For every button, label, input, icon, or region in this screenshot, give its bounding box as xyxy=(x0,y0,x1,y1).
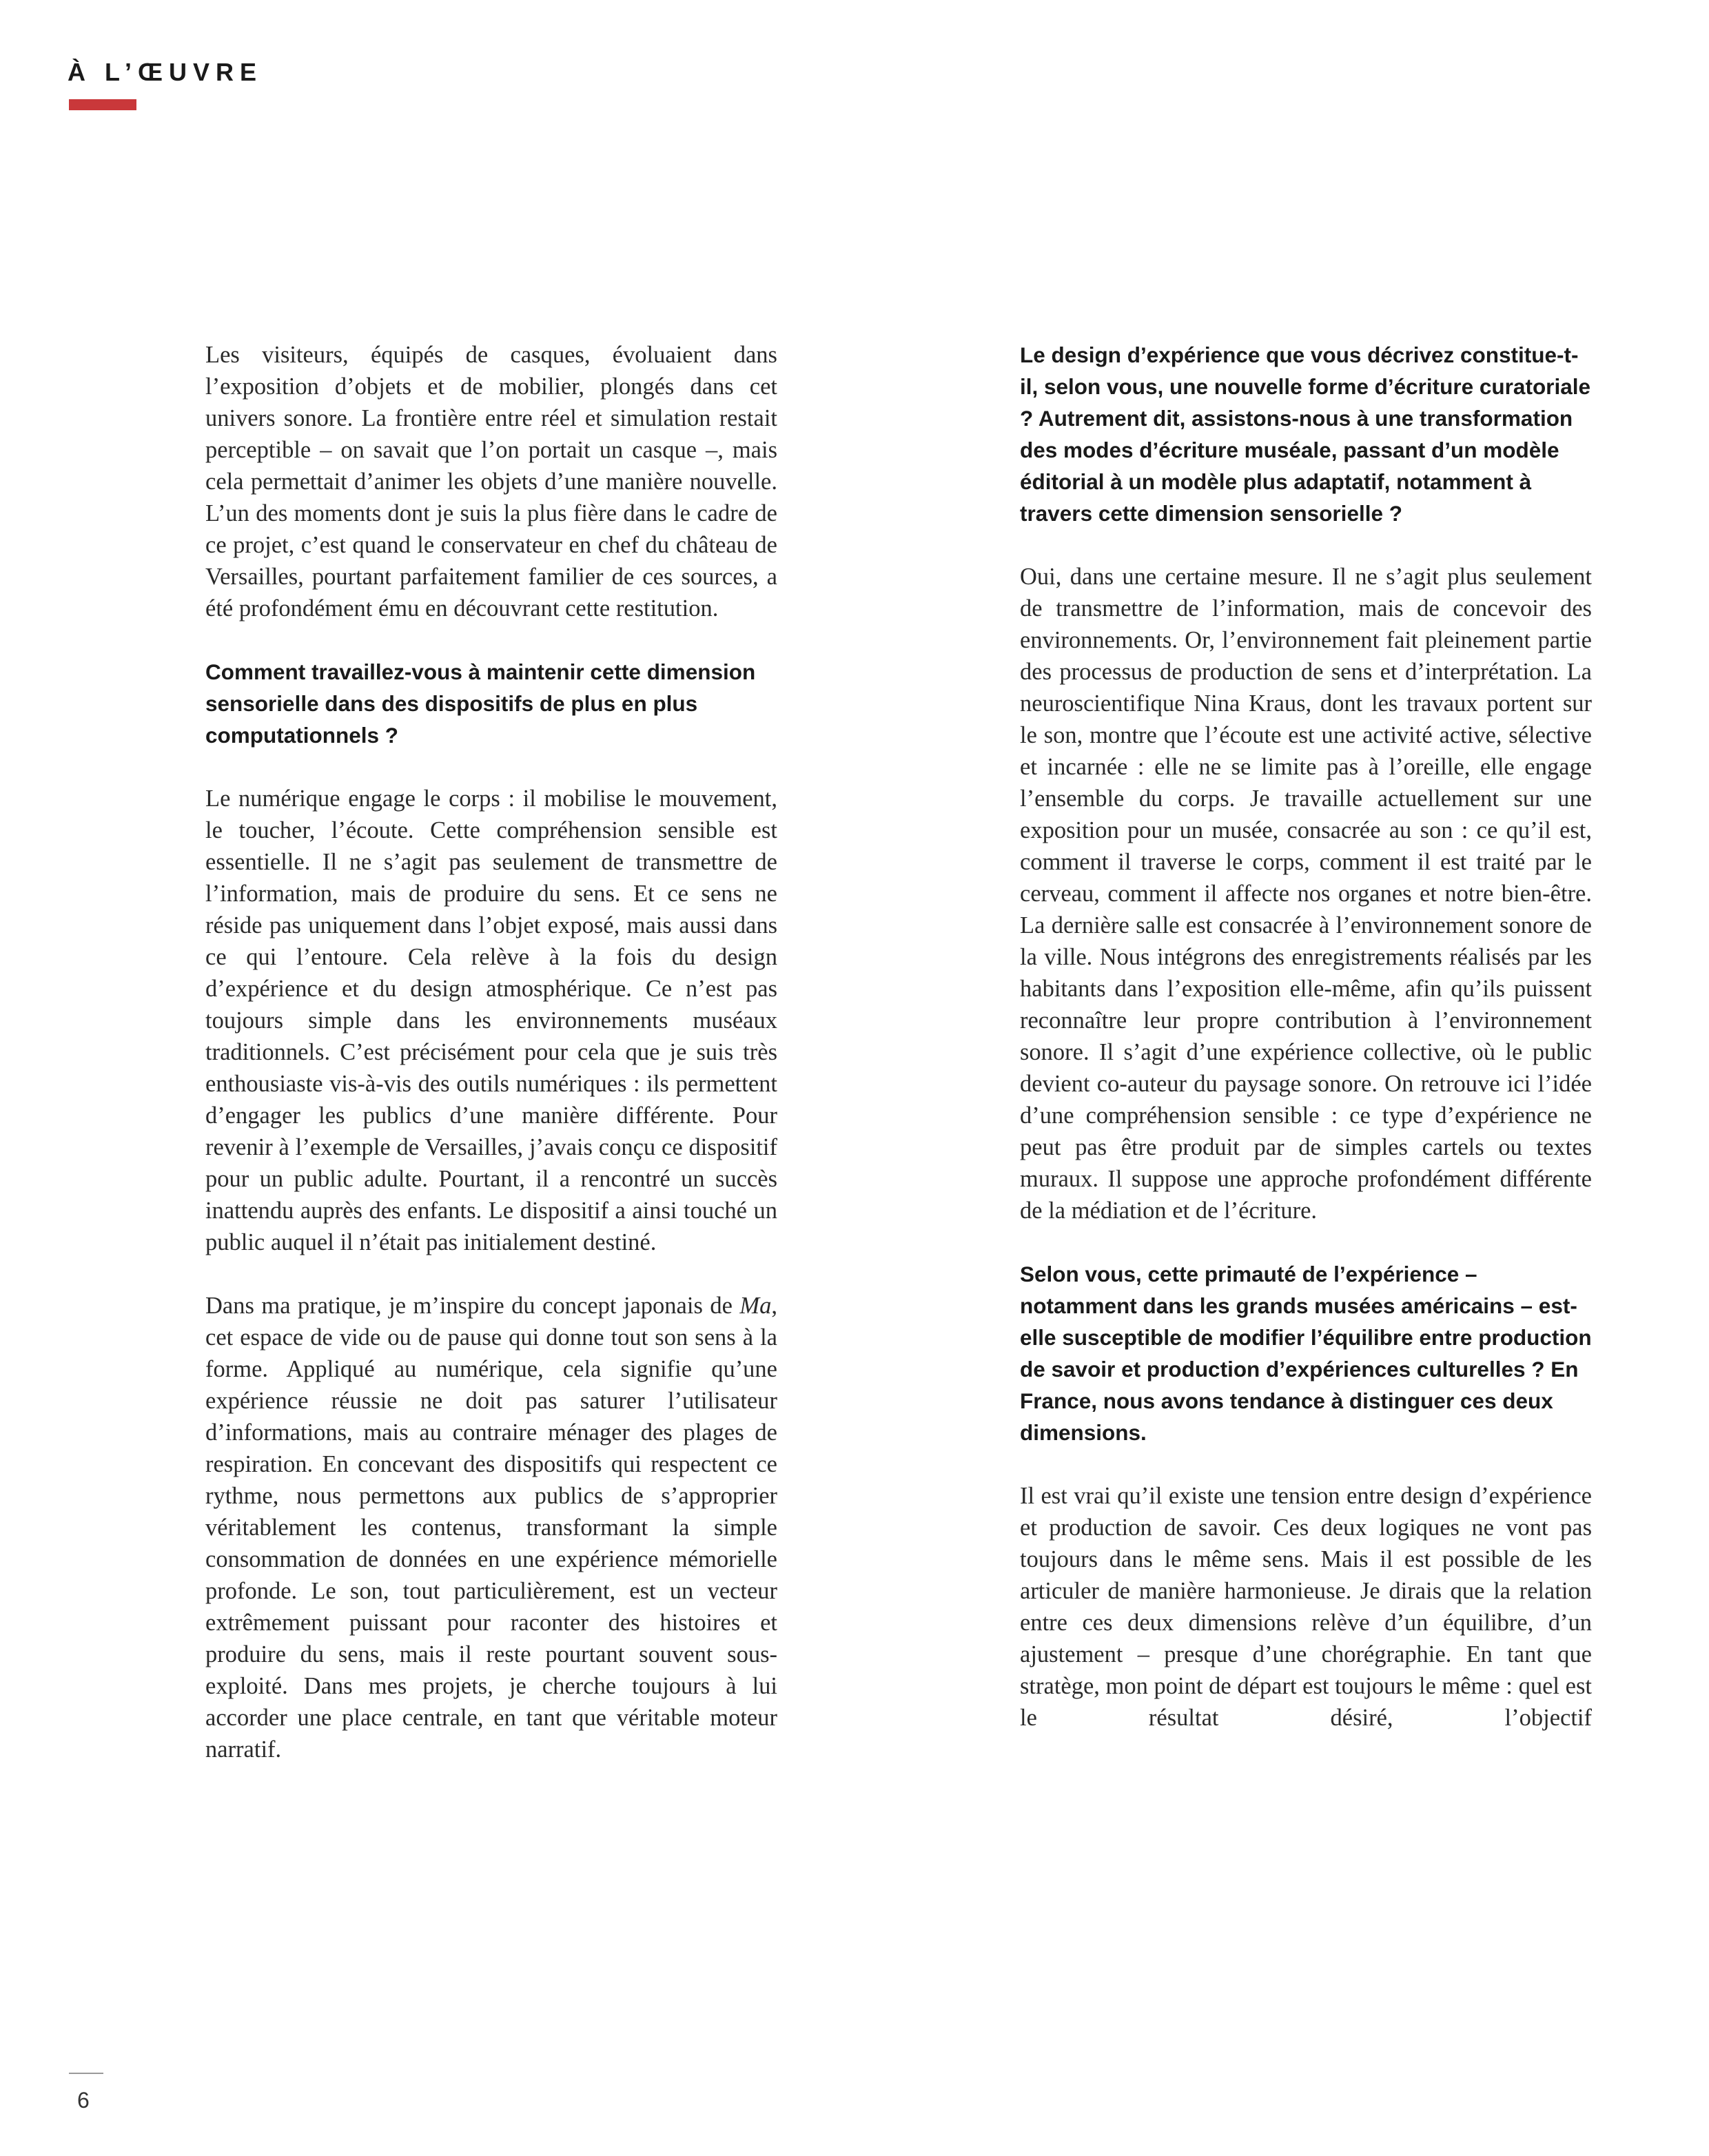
right-paragraph-1: Oui, dans une certaine mesure. Il ne s’agit plus seulement de transmettre de l’information, mais de concevoir des environnements. Or, l’environnement fait pleinement partie des processus de production de sens et d’interprétation. La neuroscientifique Nina Kraus, dont les travaux portent sur le son, montre que l’écoute est une activité active, sélective et incarnée : elle ne se limite pas à l’oreille, elle engage l’ensemble du corps. Je travaille actuellement sur une exposition pour un musée, consacrée au son : ce qu’il est, comment il traverse le corps, comment il est traité par le cerveau, comment il affecte nos organes et notre bien-être. La dernière salle est consacrée à l’environnement sonore de la ville. Nous intégrons des enregistrements réalisés par les habitants dans l’exposition elle-même, afin qu’ils puissent reconnaître leur propre contribution à l’environnement sonore. Il s’agit d’une expérience collective, où le public devient co-auteur du paysage sonore. On retrouve ici l’idée d’une compréhension sensible : ce type d’expérience ne peut pas être produit par de simples cartels ou textes muraux. Il suppose une approche profondément différente de la médiation et de l’écriture. xyxy=(1020,564,1592,1224)
right-question-2: Selon vous, cette primauté de l’expérience – notamment dans les grands musées américains – est-elle susceptible de modifier l’équilibre entre production de savoir et production d’expériences culturelles ? En France, nous avons tendance à distinguer ces deux dimensions. xyxy=(1020,1262,1592,1445)
right-column xyxy=(1020,339,1592,1734)
left-paragraph-3 xyxy=(205,1290,777,1765)
left-paragraph-3-start: Dans ma pratique, je m’inspire du concept japonais de xyxy=(205,1293,740,1319)
left-paragraph-2: Le numérique engage le corps : il mobilise le mouvement, le toucher, l’écoute. Cette compréhension sensible est essentielle. Il ne s’agit pas seulement de transmettre de l’information, mais de produire du sens. Et ce sens ne réside pas uniquement dans l’objet exposé, mais aussi dans ce qui l’entoure. Cela relève à la fois du design d’expérience et du design atmosphérique. Ce n’est pas toujours simple dans les environnements muséaux traditionnels. C’est précisément pour cela que je suis très enthousiaste vis-à-vis des outils numériques : ils permettent d’engager les publics d’une manière différente. Pour revenir à l’exemple de Versailles, j’avais conçu ce dispositif pour un public adulte. Pourtant, il a rencontré un succès inattendu auprès des enfants. Le dispositif a ainsi touché un public auquel il n’était pas initialement destiné. xyxy=(205,786,777,1255)
left-column xyxy=(205,339,777,1765)
section-title: À L’ŒUVRE xyxy=(68,58,263,86)
left-question-1: Comment travaillez-vous à maintenir cette dimension sensorielle dans des dispositifs de plus en plus computationnels ? xyxy=(205,659,756,748)
left-paragraph-3-end: , cet espace de vide ou de pause qui donne tout son sens à la forme. Appliqué au numérique, cela signifie qu’une expérience réussie ne doit pas saturer l’utilisateur d’informations, mais au contraire ménager des plages de respiration. En concevant des dispositifs qui respectent ce rythme, nous permettons aux publics de s’approprier véritablement les contenus, transformant la simple consommation de données en une expérience mémorielle profonde. Le son, tout particulièrement, est un vecteur extrêmement puissant pour raconter des histoires et produire du sens, mais il reste pourtant souvent sous-exploité. Dans mes projets, je cherche toujours à lui accorder une place centrale, en tant que véritable moteur narratif. xyxy=(205,1293,777,1763)
right-question-1: Le design d’expérience que vous décrivez constitue-t-il, selon vous, une nouvelle forme d’écriture curatoriale ? Autrement dit, assistons-nous à une transformation des modes d’écriture muséale, passant d’un modèle éditorial à un modèle plus adaptatif, notamment à travers cette dimension sensorielle ? xyxy=(1020,342,1590,526)
page-number: 6 xyxy=(77,2088,90,2113)
left-paragraph-1: Les visiteurs, équipés de casques, évoluaient dans l’exposition d’objets et de mobilier, plongés dans cet univers sonore. La frontière entre réel et simulation restait perceptible – on savait que l’on portait un casque –, mais cela permettait d’animer les objets d’une manière nouvelle. L’un des moments dont je suis la plus fière dans le cadre de ce projet, c’est quand le conservateur en chef du château de Versailles, pourtant parfaitement familier de ces sources, a été profondément ému en découvrant cette restitution. xyxy=(205,342,777,622)
footer-rule xyxy=(69,2073,103,2074)
section-accent-bar xyxy=(69,99,136,110)
right-paragraph-2: Il est vrai qu’il existe une tension entre design d’expérience et production de savoir. Ces deux logiques ne vont pas toujours dans le même sens. Mais il est possible de les articuler de manière harmonieuse. Je dirais que la relation entre ces deux dimensions relève d’un équilibre, d’un ajustement – presque d’une chorégraphie. En tant que stratège, mon point de départ est toujours le même : quel est le résultat désiré, l’objectif xyxy=(1020,1483,1592,1731)
ma-term: Ma xyxy=(739,1293,772,1319)
